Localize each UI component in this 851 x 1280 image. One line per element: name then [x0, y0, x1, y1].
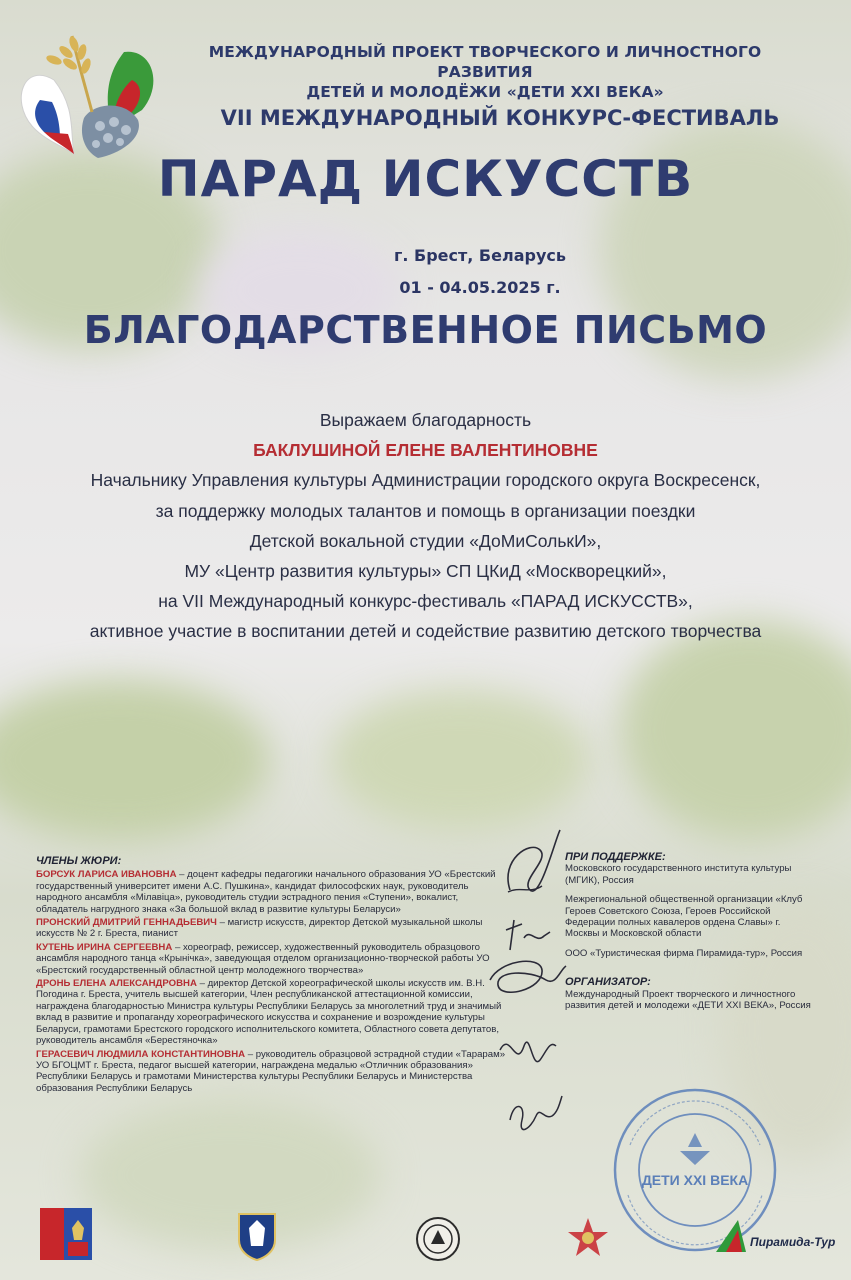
jury-member [36, 978, 506, 1046]
support-item: ООО «Туристическая фирма Пирамида-тур», Россия [565, 947, 803, 959]
support-item: Межрегиональной общественной организации «Клуб Героев Советского Союза, Героев Российской Федерации полных кавалеров ордена Славы» г. Москвы и Московской области [565, 894, 803, 940]
jury-member-desc: – магистр искусств, директор Детской музыкальной школы искусств № 2 г. Бреста, пианист [36, 917, 483, 940]
recipient-name: БАКЛУШИНОЙ ЕЛЕНЕ ВАЛЕНТИНОВНЕ [253, 440, 598, 461]
piramida-tur-text: Пирамида-Тур [750, 1235, 836, 1249]
round-emblem-icon [415, 1216, 461, 1262]
jury-member-name: БОРСУК ЛАРИСА ИВАНОВНА [36, 869, 177, 881]
letter-line: за поддержку молодых талантов и помощь в организации поездки [155, 500, 696, 521]
support-heading: ПРИ ПОДДЕРЖКЕ: [565, 851, 666, 863]
jury-member-desc: – директор Детской хореографической школы искусств им. В.Н. Погодина г. Бреста, учитель высшей категории, Член республиканской аттестационной комиссии, награждена благодарностью Министра культуры Республики Беларусь за многолетний труд и значимый вклад в развитие и пропаганду хореографического искусства и сохранение и возрождение культуры Беларуси, грамотами Брестского городского исполнительского комитета, Областного совета депутатов, руководитель ансамбля «Берестяночка» [36, 978, 502, 1047]
jury-member-desc: – доцент кафедры педагогики начального образования УО «Брестский государственный университет имени А.С. Пушкина», кандидат философских наук, руководитель народного ансамбля «Мілавіца», руководитель студии эстрадного пения «Ступени», вокалист, обладатель нагрудного знака «За большой вклад в развитие культуры Беларуси» [36, 869, 496, 915]
jury-member-name: ДРОНЬ ЕЛЕНА АЛЕКСАНДРОВНА [36, 978, 197, 990]
coat-of-arms-voskresensk-icon [38, 1206, 94, 1262]
jury-member-name: ГЕРАСЕВИЧ ЛЮДМИЛА КОНСТАНТИНОВНА [36, 1048, 246, 1060]
festival-title: ПАРАД ИСКУССТВ [157, 150, 694, 208]
jury-section [36, 856, 506, 1096]
jury-member [36, 942, 506, 976]
letter-line: Детской вокальной студии «ДоМиСолькИ», [249, 530, 602, 551]
piramida-tur-logo [712, 1216, 836, 1256]
jury-heading: ЧЛЕНЫ ЖЮРИ: [36, 855, 122, 867]
organizer-heading: ОРГАНИЗАТОР: [565, 976, 651, 989]
jury-member [36, 1049, 506, 1095]
letter-line: Начальнику Управления культуры Администрации городского округа Воскресенск, [90, 470, 761, 491]
jury-member-name: ПРОНСКИЙ ДМИТРИЙ ГЕННАДЬЕВИЧ [36, 917, 217, 929]
project-line-1: МЕЖДУНАРОДНЫЙ ПРОЕКТ ТВОРЧЕСКОГО И ЛИЧНОСТНОГО РАЗВИТИЯ [208, 43, 762, 81]
contest-heading: VII МЕЖДУНАРОДНЫЙ КОНКУРС-ФЕСТИВАЛЬ [220, 106, 780, 130]
support-item: Московского государственного института культуры (МГИК), Россия [565, 863, 792, 886]
project-line-2: ДЕТЕЙ И МОЛОДЁЖИ «ДЕТИ XXI ВЕКА» [306, 83, 664, 101]
heroes-club-emblem-icon [566, 1216, 610, 1262]
organizer-text: Международный Проект творческого и личностного развития детей и молодежи «ДЕТИ XXI ВЕКА», Россия [565, 988, 811, 1012]
letter-body [0, 405, 851, 647]
jury-member-desc: – руководитель образцовой эстрадной студии «Тарарам» УО БГОЦМТ г. Бреста, педагог высшей категории, награждена медалью «Отличник образования» Республики Беларусь и грамотами Министерства культуры Республики Беларусь и Министерства образования Республики Беларусь [36, 1048, 506, 1094]
letter-line: на VII Международный конкурс-фестиваль «ПАРАД ИСКУССТВ», [158, 591, 693, 612]
festival-heart-logo-icon [14, 22, 164, 162]
city: г. Брест, Беларусь [394, 246, 566, 265]
letter-line: активное участие в воспитании детей и содействие развитию детского творчества [89, 621, 762, 642]
stamp-title: ДЕТИ XXI ВЕКА [641, 1172, 749, 1188]
letter-line: МУ «Центр развития культуры» СП ЦКиД «Москворецкий», [184, 561, 667, 582]
jury-member [36, 869, 506, 915]
jury-member-name: КУТЕНЬ ИРИНА СЕРГЕЕВНА [36, 941, 173, 953]
project-heading [165, 42, 805, 102]
dates: 01 - 04.05.2025 г. [399, 278, 561, 297]
support-section [565, 852, 815, 1019]
coat-of-arms-icon [236, 1210, 278, 1262]
intro: Выражаем благодарность [319, 410, 532, 430]
jury-member [36, 917, 506, 940]
jury-member-desc: – хореограф, режиссер, художественный руководитель образцового ансамбля народного танца «Крынічка», заведующая отделом организационно-творческой работы УО «Брестский государственный областной центр молодежного творчества» [36, 941, 490, 976]
jury-signatures [470, 820, 580, 1160]
document-type: БЛАГОДАРСТВЕННОЕ ПИСЬМО [83, 308, 768, 352]
